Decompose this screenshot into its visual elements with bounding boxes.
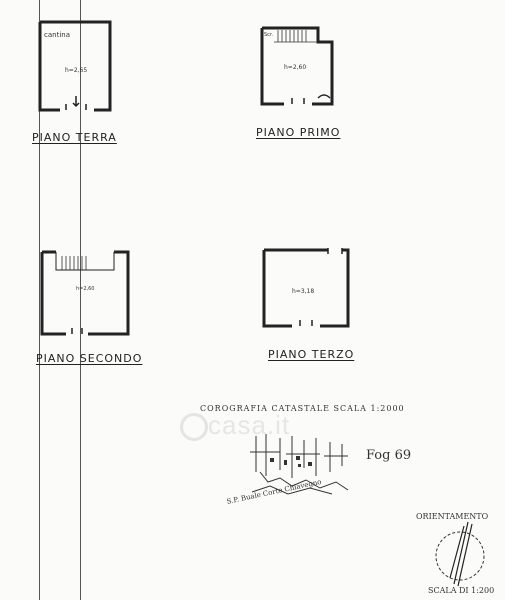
- scale-label: SCALA DI 1:200: [428, 586, 495, 595]
- floor-label-piano-primo: PIANO PRIMO: [256, 126, 341, 139]
- watermark-logo-icon: [180, 413, 208, 441]
- height-piano-terzo: h=3,18: [292, 288, 315, 295]
- height-piano-primo: h=2,60: [284, 64, 307, 71]
- floor-plan-piano-secondo: [36, 246, 134, 344]
- floor-label-piano-terra: PIANO TERRA: [32, 131, 117, 144]
- floor-label-piano-terzo: PIANO TERZO: [268, 348, 355, 361]
- corografia-title: COROGRAFIA CATASTALE SCALA 1:2000: [200, 404, 405, 413]
- height-piano-secondo: h=2,60: [76, 286, 95, 292]
- watermark-text: casa.it: [208, 410, 291, 440]
- north-arrow-icon: [432, 520, 492, 590]
- floor-label-piano-secondo: PIANO SECONDO: [36, 352, 143, 365]
- cadastral-note: S.P. Buale Corte Chiavegno: [226, 477, 323, 506]
- stair-label-primo: Scr.: [264, 32, 274, 38]
- room-label-cantina: cantina: [44, 31, 70, 39]
- sheet-number: Fog 69: [366, 448, 412, 463]
- orientation-label: ORIENTAMENTO: [416, 512, 489, 521]
- height-piano-terra: h=2,65: [65, 67, 88, 74]
